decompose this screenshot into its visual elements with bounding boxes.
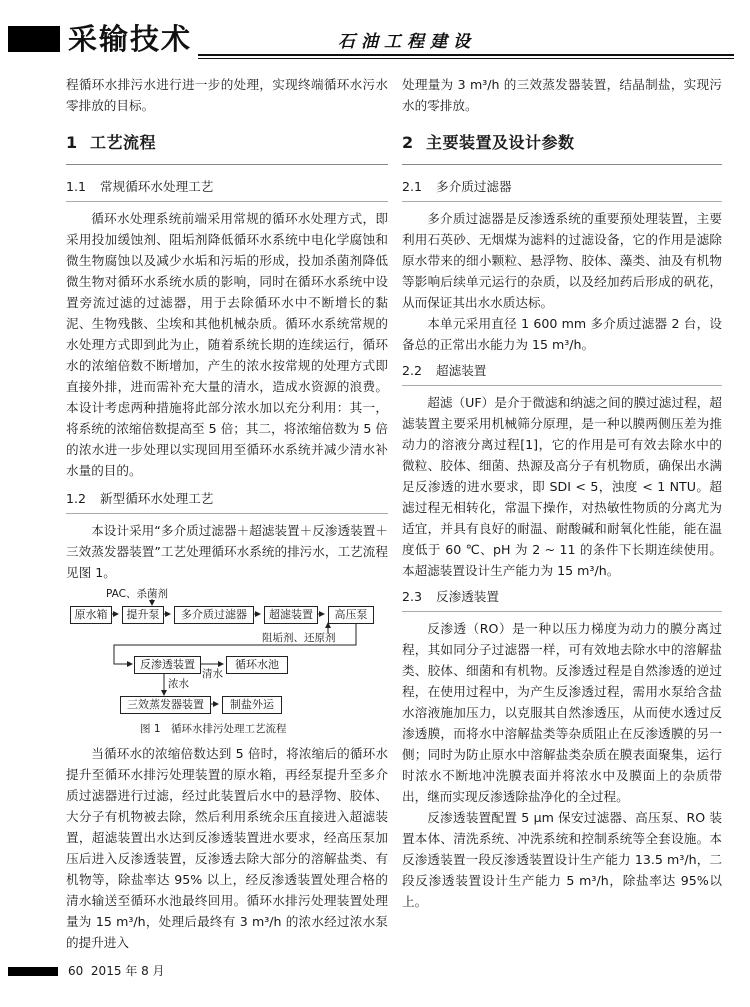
salt-transport-box: 制盐外运	[222, 696, 282, 714]
page-number: 60	[68, 964, 84, 978]
paragraph: 多介质过滤器是反渗透系统的重要预处理装置，主要利用石英砂、无烟煤为滤料的过滤设备，它的作用是滤除原水带来的细小颗粒、悬浮物、胶体、藻类、油及有机物等影响后续单元运行的杂质，以及经加药后形成的矾花，从而保证其出水水质达标。	[402, 211, 722, 310]
footer-info	[68, 962, 165, 979]
chemicals-label: 阻垢剂、还原剂	[262, 632, 336, 644]
section-heading-2: 2 主要装置及设计参数	[402, 133, 575, 152]
header-black-block	[8, 26, 60, 52]
paragraph: 超滤（UF）是介于微滤和纳滤之间的膜过滤过程，超滤装置主要采用机械筛分原理，是一种以膜两侧压差为推动力的溶液分离过程[1]，它的作用是可有效去除水中的微粒、胶体、细菌、热源及高分子有机物质，确保出水满足反渗透的进水要求，即 SDI < 5，浊度 < 1 NTU。超滤过程无相转化，常温下操作，对热敏性物质的分离尤为适宜，并具有良好的耐温、耐酸碱和耐氧化性能，能在温度低于 60 ℃、pH 为 2 ~ 11 的条件下长期连续使用。本超滤装置设计生产能力为 15 m³/h。	[402, 395, 722, 578]
header-rule	[198, 54, 734, 56]
paragraph: 处理量为 3 m³/h 的三效蒸发器装置，结晶制盐，实现污水的零排放。	[402, 77, 722, 113]
ultrafiltration-box: 超滤装置	[264, 606, 318, 624]
subsection-heading-2-1: 2.1 多介质过滤器	[402, 179, 512, 194]
paragraph: 当循环水的浓缩倍数达到 5 倍时，将浓缩后的循环水提升至循环水排污处理装置的原水箱，再经泵提升至多介质过滤器进行过滤，经过此装置后水中的悬浮物、胶体、大分子有机物被去除，然后利用系统余压直接进入超滤装置，超滤装置出水达到反渗透装置进水要求，经高压泵加压后进入反渗透装置，反渗透去除大部分的溶解盐类、有机物等，除盐率达 95% 以上，经反渗透装置处理合格的清水输送至循环水池最终回用。循环水排污处理装置处理量为 15 m³/h，处理后最终有 3 m³/h 的浓水经过浓水泵的提升进入	[66, 746, 388, 950]
subsection-heading-1-1: 1.1 常规循环水处理工艺	[66, 179, 214, 194]
paragraph: 循环水处理系统前端采用常规的循环水处理方式，即采用投加缓蚀剂、阻垢剂降低循环水系统中电化学腐蚀和微生物腐蚀以及减少水垢和污垢的形成，投加杀菌剂降低微生物对循环水系统水质的影响，同时在循环水系统中设置旁流过滤的过滤器，用于去除循环水中不断增长的黏泥、生物残骸、尘埃和其他机械杂质。循环水系统常规的水处理方式即到此为止，随着系统长期的连续运行，循环水的浓缩倍数不断增加，产生的浓水按常规的处理方式即直接外排，进而需补充大量的清水，造成水资源的浪费。本设计考虑两种措施将此部分浓水加以充分利用：其一，将系统的浓缩倍数提高至 5 倍；其二，将浓缩倍数为 5 倍的浓水进一步处理以实现回用至循环水系统并减少清水补水量的目的。	[66, 211, 388, 478]
clear-water-label: 清水	[202, 668, 223, 680]
journal-name: 石油工程建设	[338, 32, 476, 52]
section-title: 采输技术	[68, 22, 193, 56]
concentrate-label: 浓水	[168, 678, 189, 690]
pac-label: PAC、杀菌剂	[106, 588, 168, 600]
reverse-osmosis-box: 反渗透装置	[134, 656, 201, 674]
paragraph: 本单元采用直径 1 600 mm 多介质过滤器 2 台，设备总的正常出水能力为 15 m³/h。	[402, 316, 722, 352]
subsection-heading-2-2: 2.2 超滤装置	[402, 363, 487, 378]
issue-date: 2015 年 8 月	[90, 964, 165, 978]
raw-water-tank-box: 原水箱	[70, 606, 112, 624]
evaporator-box: 三效蒸发器装置	[120, 696, 211, 714]
process-flow-diagram	[66, 589, 388, 739]
paragraph: 反渗透（RO）是一种以压力梯度为动力的膜分离过程，其如同分子过滤器一样，可有效地去除水中的溶解盐类、胶体、细菌和有机物。反渗透过程是自然渗透的逆过程，在使用过程中，为产生反渗透过程，需用水泵给含盐水溶液施加压力，以克服其自然渗透压，从而使水透过反渗透膜，而将水中溶解盐类等杂质阻止在反渗透膜的另一侧；同时为防止原水中溶解盐类杂质在膜表面聚集，运行时浓水不断地冲洗膜表面并将浓水中及膜面上的杂质带出，继而实现反渗透除盐净化的全过程。	[402, 621, 722, 804]
subsection-heading-2-3: 2.3 反渗透装置	[402, 589, 499, 604]
circulating-pool-box: 循环水池	[226, 656, 288, 674]
paragraph: 程循环水排污水进行进一步的处理，实现终端循环水污水零排放的目标。	[66, 77, 388, 113]
left-column	[66, 74, 388, 953]
section-heading-1: 1 工艺流程	[66, 133, 157, 152]
paragraph: 本设计采用“多介质过滤器＋超滤装置＋反渗透装置＋三效蒸发器装置”工艺处理循环水系统的排污水，工艺流程见图 1。	[66, 523, 388, 580]
figure-caption: 图 1 循环水排污处理工艺流程	[140, 723, 287, 735]
footer-black-bar	[8, 967, 58, 976]
paragraph: 反渗透装置配置 5 μm 保安过滤器、高压泵、RO 装置本体、清洗系统、冲洗系统和控制系统等全套设施。本反渗透装置一段反渗透装置设计生产能力 13.5 m³/h，二段反渗透装置设计生产能力 5 m³/h，除盐率达 95%以上。	[402, 810, 722, 909]
high-pressure-pump-box: 高压泵	[328, 606, 374, 624]
header-rule-thin	[198, 58, 734, 59]
right-column	[402, 74, 722, 912]
subsection-heading-1-2: 1.2 新型循环水处理工艺	[66, 491, 214, 506]
lift-pump-box: 提升泵	[122, 606, 164, 624]
multimedia-filter-box: 多介质过滤器	[174, 606, 254, 624]
